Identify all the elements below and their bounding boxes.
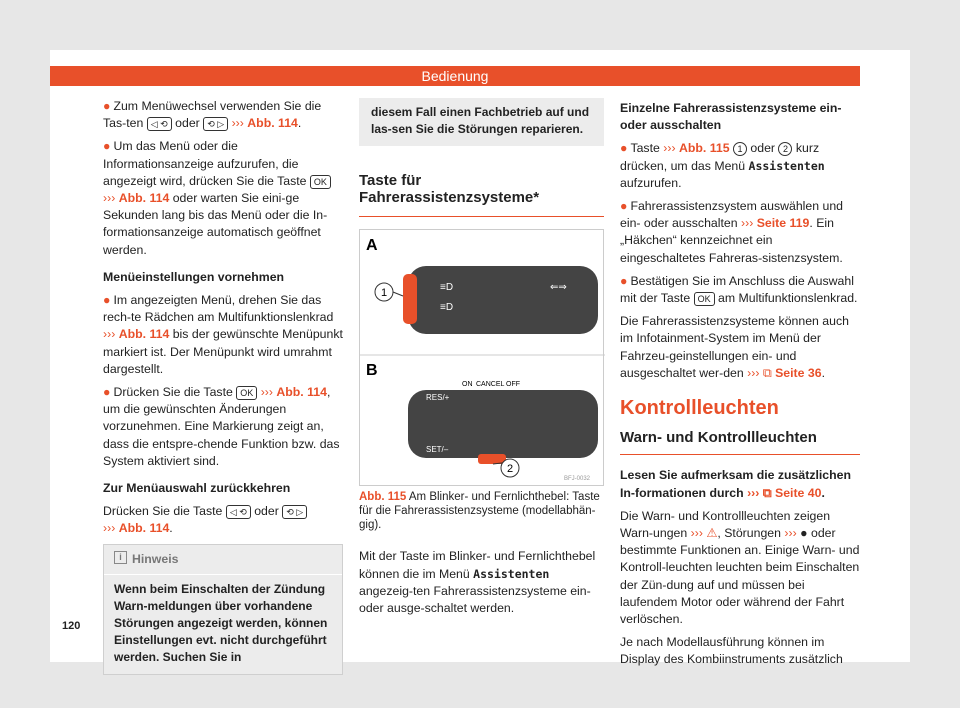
subheading-menu-settings: Menüeinstellungen vornehmen (103, 269, 285, 284)
note-box (103, 544, 343, 675)
figure-115 (359, 229, 604, 486)
lever-label-cancel: CANCEL (476, 381, 505, 389)
number-2-icon: 2 (778, 142, 792, 156)
callout-1-number: 1 (380, 287, 388, 300)
column-3 (620, 98, 860, 675)
heading-warn-kontrollleuchten: Warn- und Kontrollleuchten (620, 429, 860, 455)
link-abb-114[interactable]: Abb. 114 (118, 327, 170, 342)
bullet-press-ok: ● Drücken Sie die Taste OK ››› Abb. 114, um die gewünschten Änderungen vorzunehmen. Eine Markierung zeigt an, dass die entspre-chende Funktion bzw. das System aktiviert sind. (103, 385, 340, 468)
paragraph-assist-button: Mit der Taste im Blinker- und Fernlichthebel können die im Menü Assistenten angezeig-ten Fahrerassistenzsysteme ein- oder ausge-schaltet werden. (359, 549, 596, 616)
note-title: Hinweis (132, 551, 179, 566)
bullet-turn-wheel: ● Im angezeigten Menü, drehen Sie das rech-te Rädchen am Multifunktionslenkrad ››› Abb. 114 bis der gewünschte Menüpunkt markiert ist. Der Menüpunkt wird umrahmt dargestellt. (103, 293, 343, 376)
number-1-icon: 1 (733, 142, 747, 156)
link-abb-115[interactable]: Abb. 115 (678, 141, 730, 156)
lever-a-button (403, 274, 417, 324)
figure-label-b: B (366, 362, 378, 380)
ok-key-icon: OK (236, 386, 257, 400)
warning-triangle-icon: ⚠ (706, 526, 718, 541)
left-arrow-key-icon: ◁ ⟲ (226, 505, 251, 519)
subheading-toggle-systems: Einzelne Fahrerassistenzsysteme ein- oder ausschalten (620, 101, 842, 133)
lever-illustration (360, 230, 605, 485)
info-icon: i (114, 551, 127, 564)
book-icon: ⧉ (762, 485, 772, 500)
paragraph-display: Je nach Modellausführung können im Display des Kombiinstruments zusätzlich (620, 635, 843, 667)
right-arrow-key-icon: ⟲ ▷ (203, 117, 228, 131)
link-abb-114[interactable]: Abb. 114 (118, 191, 170, 206)
link-abb-114[interactable]: Abb. 114 (276, 385, 327, 400)
left-arrow-key-icon: ◁ ⟲ (147, 117, 172, 131)
paragraph-warnings: Die Warn- und Kontrollleuchten zeigen Warn-ungen ››› ⚠, Störungen ››› ● oder bestimmte Funktionen an. Einige Warn- und Kontroll-leuchten leuchten beim Einschalten der Zün-dung auf und müssen bei laufendem Motor oder während der Fahrt verlöschen. (620, 508, 860, 627)
note-continuation: diesem Fall einen Fachbetrieb auf und las-sen Sie die Störungen reparieren. (359, 98, 604, 146)
link-seite-36[interactable]: Seite 36 (775, 365, 822, 380)
lever-a (408, 266, 598, 334)
indicator-arrows-icon: ⇐⇒ (550, 282, 567, 294)
figure-code: BFJ-0032 (564, 476, 591, 483)
subheading-return-menu: Zur Menüauswahl zurückkehren (103, 481, 291, 496)
paragraph-infotainment: Die Fahrerassistenzsysteme können auch im Infotainment-System im Menü der Fahrzeu-geinstellungen ein- und ausgeschaltet wer-den ››› ⧉ Seite 36. (620, 314, 849, 380)
page-number: 120 (62, 620, 81, 632)
lever-label-res: RES/+ (426, 393, 450, 403)
book-icon: ⧉ (762, 365, 772, 380)
column-2 (359, 98, 604, 623)
section-title-assist-button: Taste für Fahrerassistenzsysteme* (359, 164, 604, 217)
info-circle-icon: ● (800, 526, 808, 541)
figure-label-a: A (366, 237, 378, 255)
headlight-icon: ≡D (440, 282, 454, 294)
link-seite-119[interactable]: Seite 119 (756, 216, 810, 231)
note-text: Wenn beim Einschalten der Zündung Warn-meldungen über vorhandene Störungen angezeigt werden, können Einstellungen evt. nicht durchgeführt werden. Suchen Sie in (114, 581, 328, 664)
lever-label-set: SET/– (426, 445, 449, 455)
fog-light-icon: ≡D (440, 302, 454, 314)
bullet-press-button: ● Taste ››› Abb. 115 1 oder 2 kurz drücken, um das Menü Assistenten aufzurufen. (620, 141, 825, 190)
right-arrow-key-icon: ⟲ ▷ (282, 505, 307, 519)
lever-label-off: OFF (506, 381, 520, 389)
link-abb-114[interactable]: Abb. 114 (118, 521, 170, 536)
figure-caption: Abb. 115 Am Blinker- und Fernlichthebel: Taste für die Fahrerassistenzsysteme (modellabhän-gig). (359, 491, 600, 532)
paragraph-return: Drücken Sie die Taste ◁ ⟲ oder ⟲ ▷ ››› Abb. 114. (103, 503, 343, 537)
callout-2-number: 2 (506, 463, 514, 476)
ok-key-icon: OK (310, 175, 331, 189)
bullet-confirm: ● Bestätigen Sie im Anschluss die Auswahl mit der Taste OK am Multifunktionslenkrad. (620, 273, 858, 306)
heading-kontrollleuchten: Kontrollleuchten (620, 397, 779, 420)
note-header (104, 545, 342, 575)
paragraph-read-info: Lesen Sie aufmerksam die zusätzlichen In-formationen durch ››› ⧉ Seite 40. (620, 468, 851, 500)
ok-key-icon: OK (694, 292, 715, 306)
lever-label-on: ON (462, 381, 473, 389)
bullet-select-system: ● Fahrerassistenzsystem auswählen und ein- oder ausschalten ››› Seite 119. Ein „Häkchen“ kennzeichnet ein eingeschaltetes Fahreras-sistenzsystem. (620, 199, 844, 265)
bullet-menu-switch: ● Zum Menüwechsel verwenden Sie die Tas-ten ◁ ⟲ oder ⟲ ▷ ››› Abb. 114. (103, 99, 322, 131)
link-abb-114[interactable]: Abb. 114 (247, 116, 298, 131)
link-seite-40[interactable]: Seite 40 (775, 485, 822, 500)
bullet-open-menu: ● Um das Menü oder die Informationsanzeige aufzurufen, die angezeigt wird, drücken Sie die Taste OK ››› Abb. 114 oder warten Sie eini-ge Sekunden lang bis das Menü oder die In-formationsanzeige automatisch geöffnet werden. (103, 138, 343, 258)
page-header: Bedienung (50, 66, 860, 86)
column-1 (103, 98, 343, 675)
